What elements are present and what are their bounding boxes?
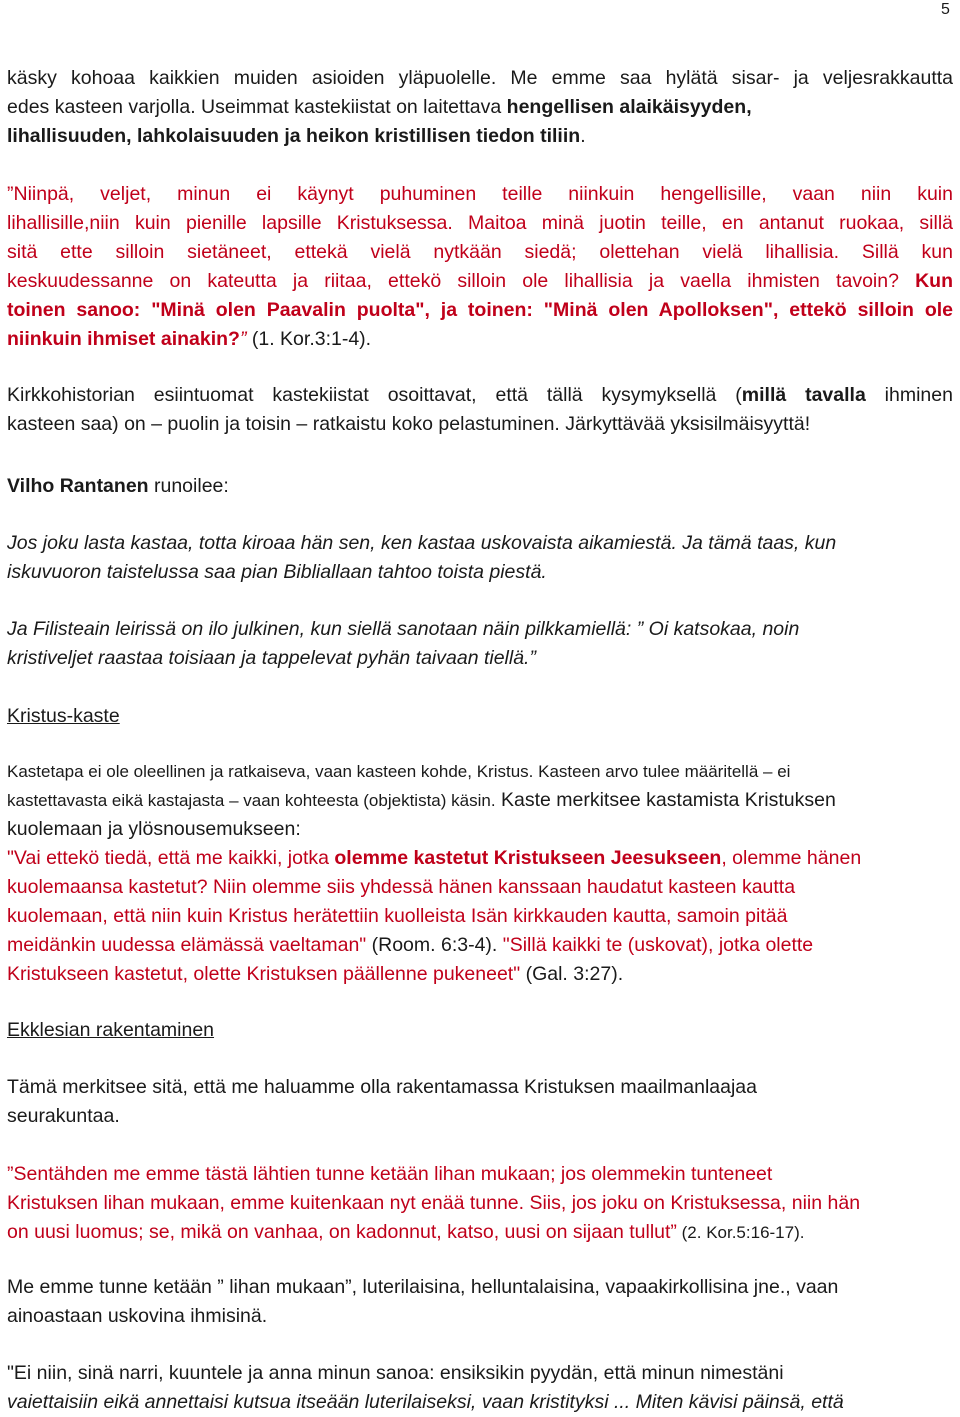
p9-line-1: "Ei niin, sinä narri, kuuntele ja anna minun sanoa: ensiksikin pyydän, että minun nimestäni: [7, 1362, 784, 1384]
p5-line-7: [7, 931, 953, 960]
p3-text-c: ihminen: [865, 384, 953, 406]
p1-line-3: [7, 122, 953, 151]
p5-red-7a: meidänkin uudessa elämässä vaeltaman": [7, 934, 367, 956]
p2-text-3b: Sillä kun: [839, 241, 954, 263]
p2-text-4: keskuudessanne on kateutta ja riitaa, ettekö silloin ole lihallisia ja vaella ihmisten tavoin?: [7, 270, 899, 292]
paragraph-9: [7, 1359, 953, 1417]
p1-bold-2: lihallisuuden, lahkolaisuuden ja heikon kristillisen tiedon tiliin: [7, 125, 581, 147]
p2-line-3: [7, 238, 953, 267]
p5-red-a: "Vai ettekö tiedä, että me kaikki, jotka: [7, 847, 335, 869]
p4-text: runoilee:: [148, 475, 229, 497]
paragraph-2-quote: [7, 180, 953, 354]
p5-small-c: kastettavasta eikä kastajasta – vaan kohteesta (objektista) käsin.: [7, 791, 496, 810]
p2-close-quote: ”: [239, 328, 247, 350]
p3-text-a: Kirkkohistorian esiintuomat kastekiistat osoittavat, että tällä kysymyksellä (: [7, 384, 742, 406]
p3-bold: millä tavalla: [741, 384, 866, 406]
poem2-line-2: kristiveljet raastaa toisiaan ja tappelevat pyhän taivaan tiellä.”: [7, 647, 536, 669]
p2-reference: (1. Kor.3:1-4).: [246, 328, 372, 350]
p5-small-b: Kasteen arvo tulee määritellä – ei: [533, 762, 791, 781]
p8-line-2: ainoastaan uskovina ihmisinä.: [7, 1305, 268, 1327]
poem1-line-1: Jos joku lasta kastaa, totta kiroaa hän sen, ken kastaa uskovaista aikamiestä. Ja tämä taas, kun: [7, 532, 837, 554]
p8-line-1: Me emme tunne ketään ” lihan mukaan”, luterilaisina, helluntalaisina, vapaakirkollisina jne., vaan: [7, 1276, 839, 1298]
poem2-line-1: Ja Filisteain leirissä on ilo julkinen, kun siellä sanotaan näin pilkkamiellä: ” Oi katsokaa, noin: [7, 618, 800, 640]
p6-line-1: Tämä merkitsee sitä, että me haluamme olla rakentamassa Kristuksen maailmanlaajaa: [7, 1076, 757, 1098]
p5-red-bold: olemme kastetut Kristukseen Jeesukseen: [334, 847, 722, 869]
section-heading-kristus-kaste: [7, 702, 953, 731]
p2-text-3: sitä ette silloin sietäneet, ettekä vielä nytkään siedä; olettehan vielä lihallisia.: [7, 241, 840, 263]
p2-bold-6: niinkuin ihmiset ainakin?: [7, 328, 240, 350]
p5-text-2b: Kaste merkitsee kastamista Kristuksen: [495, 789, 836, 811]
p5-red-7c: "Sillä kaikki te (uskovat), jotka olette: [502, 934, 814, 956]
p5-line-1: [7, 757, 953, 786]
p2-bold-4: Kun: [898, 270, 953, 292]
p1-text: edes kasteen varjolla. Useimmat kastekiistat on laitettava: [7, 96, 507, 118]
p2-line-5: [7, 296, 953, 325]
p5-ref-room: (Room. 6:3-4).: [366, 934, 503, 956]
p7-red-3: on uusi luomus; se, mikä on vanhaa, on kadonnut, katso, uusi on sijaan tullut”: [7, 1221, 677, 1243]
p2-line-2: [7, 209, 953, 238]
p5-line-2: [7, 786, 953, 815]
p5-line-3: kuolemaan ja ylösnousemukseen:: [7, 818, 301, 840]
section-heading-ekklesian: [7, 1016, 953, 1045]
p9-line-2: vaiettaisiin eikä annettaisi kutsua itseään luterilaiseksi, vaan kristityksi ... Miten kävisi päinsä, että: [7, 1391, 844, 1413]
p5-red-8a: Kristukseen kastetut, olette Kristuksen päällenne pukeneet": [7, 963, 521, 985]
p7-line-3: [7, 1218, 953, 1247]
p1-bold: hengellisen alaikäisyyden,: [506, 96, 752, 118]
poem-stanza-2: [7, 615, 953, 673]
p4-line: [7, 472, 953, 501]
heading-1-text: Kristus-kaste: [7, 705, 120, 727]
paragraph-1: [7, 64, 953, 151]
p5-line-5: kuolemaansa kastetut? Niin olemme siis yhdessä hänen kanssaan haudatut kasteen kautta: [7, 876, 796, 898]
p5-small-a: Kastetapa ei ole oleellinen ja ratkaiseva, vaan kasteen kohde, Kristus.: [7, 762, 534, 781]
heading-2-text: Ekklesian rakentaminen: [7, 1019, 215, 1041]
p3-line-2: kasteen saa) on – puolin ja toisin – ratkaistu koko pelastuminen. Järkyttävää yksisilmäisyyttä!: [7, 413, 811, 435]
p7-line-1: ”Sentähden me emme tästä lähtien tunne ketään lihan mukaan; jos olemmekin tunteneet: [7, 1163, 773, 1185]
p2-red-a: lihallisille,niin kuin pienille lapsille Kristuksessa.: [7, 212, 468, 234]
p2-bold-5: toinen sanoo: "Minä olen Paavalin puolta", ja toinen: "Minä olen Apolloksen", ettekö silloin ole: [7, 299, 953, 321]
p5-line-4: [7, 844, 953, 873]
p2-line-1: ”Niinpä, veljet, minun ei käynyt puhuminen teille niinkuin hengellisille, vaan niin kuin: [7, 183, 953, 205]
paragraph-6: [7, 1073, 953, 1131]
paragraph-5: [7, 757, 953, 989]
p5-line-6: kuolemaan, että niin kuin Kristus herätettiin kuolleista Isän kirkkauden kautta, samoin pitää: [7, 905, 788, 927]
page-number: 5: [941, 1, 950, 18]
p5-line-8: [7, 960, 953, 989]
paragraph-3: [7, 381, 953, 439]
p1-period: .: [580, 125, 586, 147]
p5-ref-gal: (Gal. 3:27).: [520, 963, 624, 985]
p2-line-6: [7, 325, 953, 354]
p7-ref: (2. Kor.5:16-17).: [676, 1223, 805, 1242]
p3-line-1: [7, 381, 953, 410]
poem-stanza-1: [7, 529, 953, 587]
poem1-line-2: iskuvuoron taistelussa saa pian Bibliallaan tahtoo toista piestä.: [7, 561, 547, 583]
p5-red-c: , olemme hänen: [721, 847, 862, 869]
p2-line-4: [7, 267, 953, 296]
p1-line-2: [7, 93, 953, 122]
p7-line-2: Kristuksen lihan mukaan, emme kuitenkaan nyt enää tunne. Siis, jos joku on Kristuksessa, niin hän: [7, 1192, 861, 1214]
p2-red-b: Maitoa minä juotin teille, en antanut ruokaa, sillä: [467, 212, 953, 234]
p6-line-2: seurakuntaa.: [7, 1105, 120, 1127]
p1-line-1: käsky kohoaa kaikkien muiden asioiden yläpuolelle. Me emme saa hylätä sisar- ja veljesrakkautta: [7, 67, 953, 89]
paragraph-8: [7, 1273, 953, 1331]
paragraph-7-quote: [7, 1160, 953, 1247]
paragraph-4: [7, 472, 953, 501]
poet-name: Vilho Rantanen: [7, 475, 149, 497]
